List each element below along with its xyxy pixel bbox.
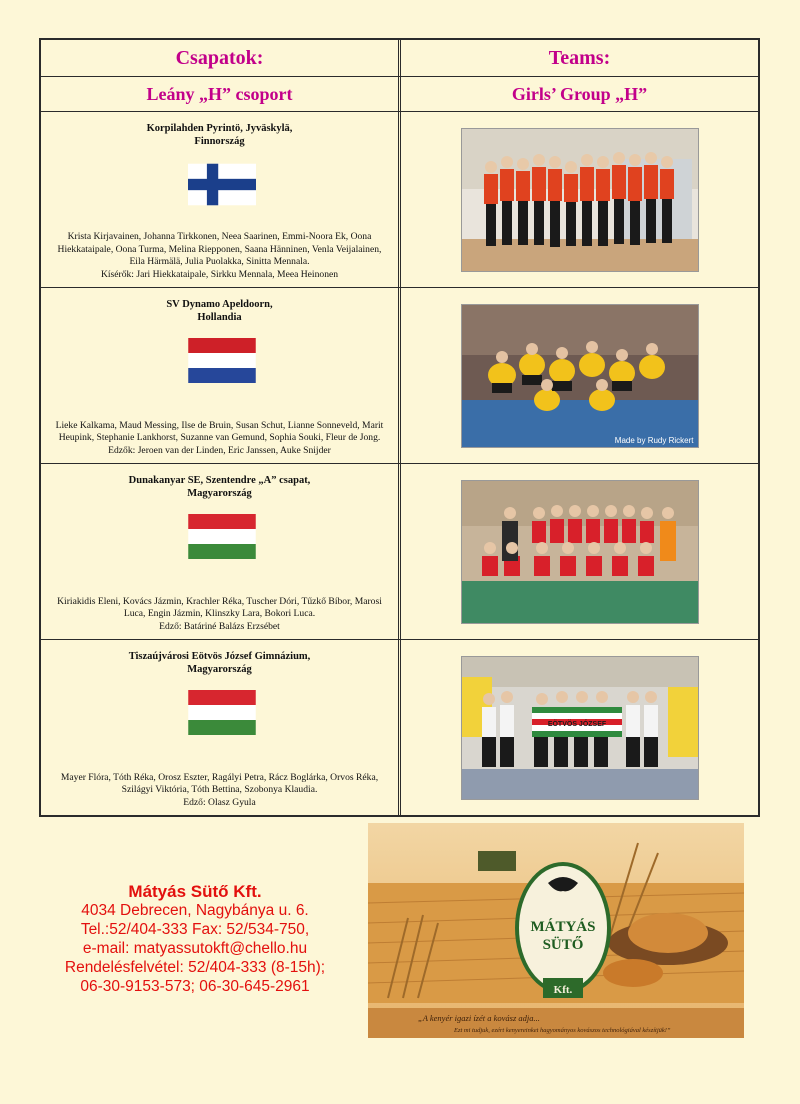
hungary-flag-icon	[188, 514, 256, 559]
team-country: Hollandia	[197, 312, 242, 323]
staff-list: Kísérők: Jari Hiekkataipale, Sirkku Mennala, Meea Heinonen	[100, 268, 339, 280]
company-email: e-mail: matyassutokft@chello.hu	[82, 940, 308, 957]
slogan: „A kenyér igazi ízét a kovász adja...	[418, 1013, 540, 1023]
team-photo	[461, 480, 699, 624]
logo-line1: MÁTYÁS	[530, 919, 596, 935]
netherlands-flag-icon	[188, 338, 256, 383]
team-photo	[461, 304, 699, 448]
team-country: Magyarország	[187, 488, 252, 499]
team-country: Finnország	[194, 136, 245, 147]
player-list: Lieke Kalkama, Maud Messing, Ilse de Bruin, Susan Schut, Lianne Sonneveld, Marit Heupink, Stephanie Lankhorst, Suzanne van Gemund, Sophia Souki, Fleur de Jong.	[55, 419, 384, 443]
team-photo-cell	[401, 288, 758, 463]
team-row	[41, 112, 758, 288]
group-row	[41, 77, 758, 112]
photo-credit: Made by Rudy Rickert	[614, 435, 694, 445]
team-row	[41, 640, 758, 815]
team-roster	[51, 420, 388, 458]
company-phone: Tel.:52/404-333 Fax: 52/534-750,	[80, 921, 310, 938]
team-name: Korpilahden Pyrintö, Jyväskylä,	[146, 123, 293, 134]
group-english: Girls’ Group „H”	[511, 83, 648, 104]
team-info	[41, 464, 401, 639]
player-list: Krista Kirjavainen, Johanna Tirkkonen, Neea Saarinen, Emmi-Noora Ek, Oona Hiekkataipale, Oona Turma, Melina Riepponen, Saana Hänninen, Venla Veijalainen, Eila Härmälä, Julia Puolakka, Sinitta Mennala.	[57, 231, 382, 267]
team-photo-cell	[401, 640, 758, 815]
team-name: Dunakanyar SE, Szentendre „A” csapat,	[128, 475, 311, 486]
staff-list: Edző: Olasz Gyula	[183, 796, 256, 808]
team-name: SV Dynamo Apeldoorn,	[166, 299, 273, 310]
team-row	[41, 464, 758, 640]
team-row	[41, 288, 758, 464]
header-english: Teams:	[548, 46, 611, 69]
hungary-flag-icon	[188, 690, 256, 735]
team-roster	[51, 231, 388, 281]
header-row	[41, 40, 758, 77]
slogan-subline: Ezt mi tudjuk, ezért kenyereinket hagyományos kovászos technológiával készítjük!”	[454, 1027, 671, 1034]
team-info	[41, 288, 401, 463]
team-name-block	[51, 298, 388, 324]
company-name: Mátyás Sütő Kft.	[128, 882, 262, 901]
group-hungarian: Leány „H” csoport	[41, 77, 401, 111]
team-name-block	[51, 474, 388, 500]
team-photo-cell	[401, 112, 758, 287]
staff-list: Edző: Batáriné Balázs Erzsébet	[159, 620, 280, 632]
staff-list: Edzők: Jeroen van der Linden, Eric Janssen, Auke Snijder	[108, 444, 331, 456]
header-hungarian: Csapatok:	[41, 40, 401, 76]
banner-text: EÖTVÖS JÓZSEF	[547, 720, 606, 728]
logo-line2: SÜTŐ	[542, 937, 584, 953]
team-photo	[461, 128, 699, 272]
company-mobiles: 06-30-9153-573; 06-30-645-2961	[80, 978, 310, 995]
bakery-advertisement	[368, 823, 744, 1038]
bakery-contact	[30, 882, 360, 996]
team-info	[41, 640, 401, 815]
team-name-block	[51, 650, 388, 676]
team-name: Tiszaújvárosi Eötvös József Gimnázium,	[128, 651, 311, 662]
team-country: Magyarország	[187, 664, 252, 675]
logo-kft: Kft.	[553, 984, 573, 996]
team-roster	[51, 596, 388, 634]
company-address: 4034 Debrecen, Nagybánya u. 6.	[81, 902, 309, 919]
team-photo	[461, 656, 699, 800]
teams-table	[39, 38, 760, 817]
team-photo-cell	[401, 464, 758, 639]
finland-flag-icon	[188, 162, 256, 207]
player-list: Mayer Flóra, Tóth Réka, Orosz Eszter, Ragályi Petra, Rácz Boglárka, Orvos Réka, Szilágyi Viktória, Tóth Bettina, Szobonya Klaudia.	[60, 771, 379, 795]
team-name-block	[51, 122, 388, 148]
team-info	[41, 112, 401, 287]
team-roster	[51, 772, 388, 810]
company-orders: Rendelésfelvétel: 52/404-333 (8-15h);	[64, 959, 326, 976]
player-list: Kiriakidis Eleni, Kovács Jázmin, Krachler Réka, Tuscher Dóri, Tűzkő Bíbor, Marosi Luca, Engin Jázmin, Klinszky Lara, Bokori Luca.	[57, 595, 382, 619]
